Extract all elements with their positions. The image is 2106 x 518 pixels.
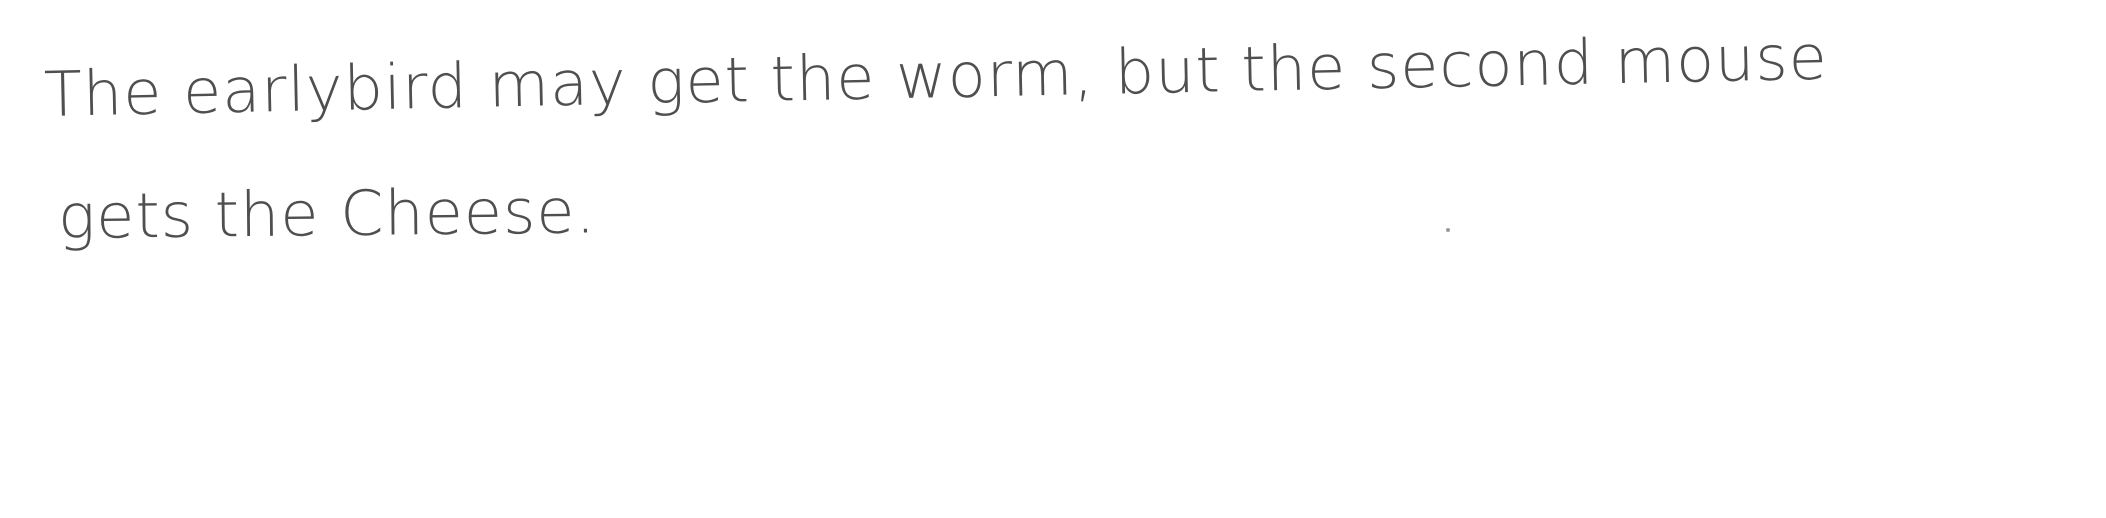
handwritten-line-2: gets the Cheese. xyxy=(57,174,597,253)
handwritten-line-1: The earlybird may get the worm, but the second mouse xyxy=(43,20,1829,131)
paper-speck xyxy=(1446,228,1450,232)
